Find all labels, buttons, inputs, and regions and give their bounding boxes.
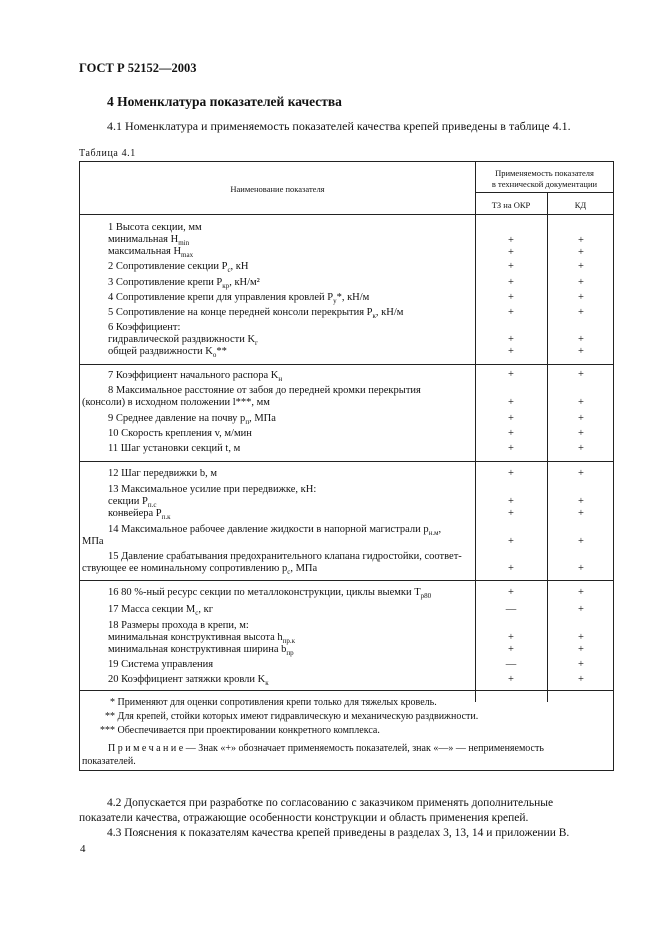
mark-tz: +: [508, 644, 514, 655]
mark-kd: +: [578, 346, 584, 357]
row-label: 8 Максимальное расстояние от забоя до передней кромки перекрытия: [108, 385, 421, 396]
mark-kd: +: [578, 369, 584, 380]
mark-kd: +: [578, 508, 584, 519]
mark-kd: +: [578, 261, 584, 272]
mark-kd: +: [578, 307, 584, 318]
header-name: Наименование показателя: [230, 184, 325, 194]
column-divider: [547, 192, 548, 702]
row-label: 18 Размеры прохода в крепи, м:: [108, 620, 249, 631]
mark-tz: +: [508, 235, 514, 246]
quality-indicators-table: [79, 161, 614, 771]
paragraph-4-3: 4.3 Пояснения к показателям качества крепей приведены в разделах 3, 13, 14 и приложении В.: [107, 827, 570, 839]
mark-kd: +: [578, 413, 584, 424]
mark-tz: +: [508, 428, 514, 439]
mark-tz: +: [508, 261, 514, 272]
row-label: максимальная $H_{max}$: [108, 246, 194, 260]
row-label: ствующее ее номинальному сопротивлению $p_с$, МПа: [82, 563, 318, 577]
mark-tz: +: [508, 536, 514, 547]
row-label: 14 Максимальное рабочее давление жидкости в напорной магистрали $p_{н.м}$,: [108, 524, 442, 538]
row-divider: [80, 461, 614, 462]
row-label: 1 Высота секции, мм: [108, 222, 202, 233]
mark-kd: +: [578, 247, 584, 258]
footnote: ** Для крепей, стойки которых имеют гидравлическую и механическую раздвижности.: [105, 711, 479, 722]
mark-tz: +: [508, 587, 514, 598]
row-label: 11 Шаг установки секций t, м: [108, 443, 241, 454]
mark-tz: +: [508, 443, 514, 454]
mark-kd: +: [578, 604, 584, 615]
row-divider: [80, 214, 614, 215]
mark-kd: +: [578, 443, 584, 454]
mark-tz: +: [508, 292, 514, 303]
intro-paragraph: 4.1 Номенклатура и применяемость показателей качества крепей приведены в таблице 4.1.: [107, 119, 571, 133]
row-label: 13 Максимальное усилие при передвижке, кН:: [108, 484, 317, 495]
row-label: 15 Давление срабатывания предохранительного клапана гидростойки, соответ-: [108, 551, 462, 562]
mark-tz: +: [508, 632, 514, 643]
footnote: * Применяют для оценки сопротивления крепи только для тяжелых кровель.: [110, 697, 437, 708]
row-label: секции $P_{п.с}$: [108, 496, 157, 510]
mark-tz: +: [508, 413, 514, 424]
row-label: МПа: [82, 536, 104, 547]
table-note-cont: показателей.: [82, 756, 136, 767]
mark-kd: +: [578, 428, 584, 439]
row-label: 5 Сопротивление на конце передней консоли перекрытия $P_к$, кН/м: [108, 307, 404, 321]
paragraph-4-2: 4.2 Допускается при разработке по согласованию с заказчиком применять дополнительные: [107, 797, 554, 809]
row-label: 3 Сопротивление крепи $P_{кр}$, кН/м²: [108, 277, 260, 291]
mark-kd: +: [578, 563, 584, 574]
mark-tz: —: [505, 659, 517, 670]
mark-tz: +: [508, 369, 514, 380]
document-header: ГОСТ Р 52152—2003: [79, 61, 197, 75]
paragraph-4-2-cont: показатели качества, отражающие особенности конструкции и область применения крепей.: [79, 812, 529, 824]
header-tz: ТЗ на ОКР: [491, 200, 531, 210]
mark-tz: +: [508, 346, 514, 357]
mark-kd: +: [578, 632, 584, 643]
row-divider: [80, 580, 614, 581]
row-label: 12 Шаг передвижки b, м: [108, 468, 218, 479]
mark-kd: +: [578, 235, 584, 246]
row-divider: [80, 690, 614, 691]
mark-tz: +: [508, 563, 514, 574]
mark-kd: +: [578, 334, 584, 345]
header-applicability-2: в технической документации: [491, 179, 598, 189]
footnote: *** Обеспечивается при проектировании конкретного комплекса.: [100, 725, 380, 736]
row-label: 6 Коэффициент:: [108, 322, 181, 333]
row-label: 17 Масса секции $M_с$, кг: [108, 604, 214, 618]
row-label: 10 Скорость крепления v, м/мин: [108, 428, 252, 439]
row-label: 4 Сопротивление крепи для управления кровлей $P_у*$, кН/м: [108, 292, 370, 306]
row-label: минимальная конструктивная высота $h_{пр.к}$: [108, 632, 296, 646]
row-label: 9 Среднее давление на почву $p_п$, МПа: [108, 413, 276, 427]
mark-kd: +: [578, 536, 584, 547]
row-label: гидравлической раздвижности $K_г$: [108, 334, 258, 348]
mark-kd: +: [578, 292, 584, 303]
row-label: 16 80 %-ный ресурс секции по металлоконструкции, циклы выемки $T_{р80}$: [108, 587, 432, 601]
mark-tz: +: [508, 674, 514, 685]
row-label: (консоли) в исходном положении l***, мм: [82, 397, 270, 408]
row-label: 2 Сопротивление секции $P_с$, кН: [108, 261, 249, 275]
row-label: минимальная $H_{min}$: [108, 234, 190, 248]
mark-tz: —: [505, 604, 517, 615]
row-label: 19 Система управления: [108, 659, 214, 670]
column-divider: [475, 162, 476, 702]
mark-kd: +: [578, 587, 584, 598]
mark-tz: +: [508, 307, 514, 318]
section-title: 4 Номенклатура показателей качества: [107, 94, 342, 109]
row-label: общей раздвижности $K_о**$: [108, 346, 227, 360]
mark-kd: +: [578, 397, 584, 408]
row-divider: [80, 364, 614, 365]
mark-kd: +: [578, 674, 584, 685]
mark-kd: +: [578, 496, 584, 507]
mark-kd: +: [578, 659, 584, 670]
row-label: 20 Коэффициент затяжки кровли $K_к$: [108, 674, 269, 688]
mark-tz: +: [508, 496, 514, 507]
table-note: Примечание— Знак «+» обозначает применяемость показателей, знак «—» — неприменяемость: [108, 743, 544, 754]
row-label: минимальная конструктивная ширина $b_{пр}$: [108, 644, 294, 658]
row-label: 7 Коэффициент начального распора $K_н$: [108, 370, 283, 384]
table-caption: Таблица 4.1: [79, 148, 136, 159]
mark-kd: +: [578, 277, 584, 288]
header-kd: КД: [574, 200, 587, 210]
mark-tz: +: [508, 247, 514, 258]
mark-tz: +: [508, 334, 514, 345]
mark-tz: +: [508, 508, 514, 519]
row-label: конвейера $P_{п.к}$: [108, 508, 171, 522]
mark-tz: +: [508, 277, 514, 288]
mark-kd: +: [578, 644, 584, 655]
header-applicability: Применяемость показателя: [495, 168, 594, 178]
mark-tz: +: [508, 468, 514, 479]
page-number: 4: [80, 843, 86, 855]
row-divider: [475, 192, 614, 193]
mark-kd: +: [578, 468, 584, 479]
mark-tz: +: [508, 397, 514, 408]
